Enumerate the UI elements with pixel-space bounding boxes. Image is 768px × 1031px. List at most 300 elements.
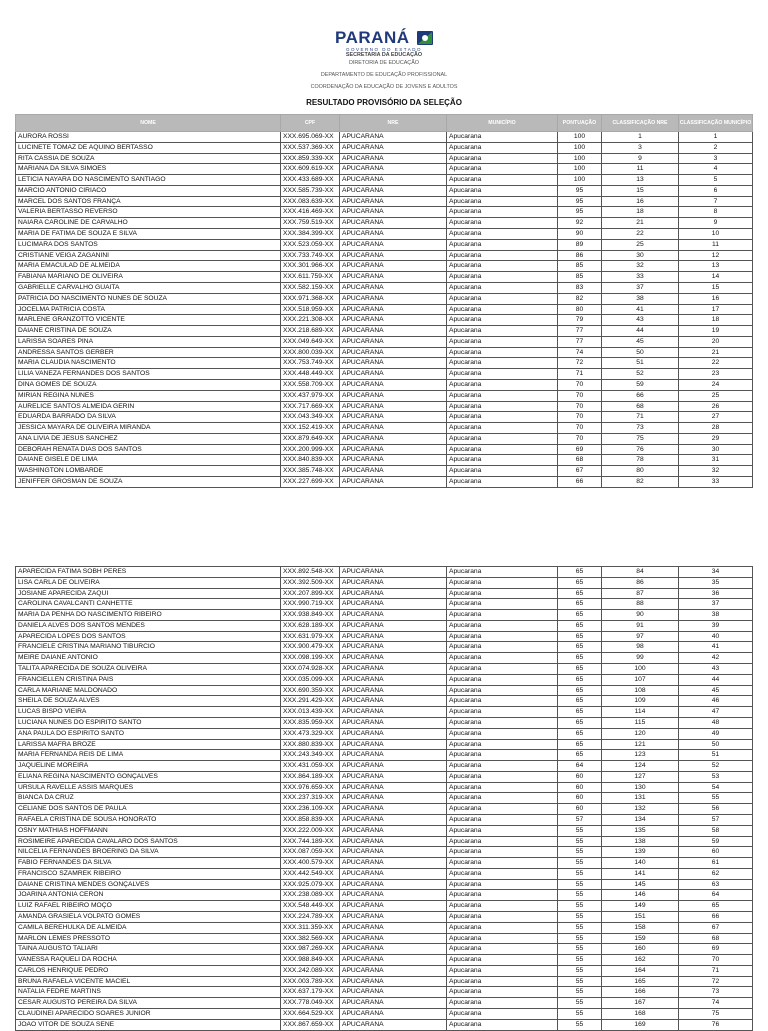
cell-nome: DEBORAH RENATA DIAS DOS SANTOS: [16, 444, 281, 455]
table-row: [16, 998, 753, 1009]
table-row: [16, 804, 753, 815]
cell-nome: LARISSA MAFRA BROZE: [16, 739, 281, 750]
cell-nre: APUCARANA: [340, 390, 447, 401]
cell-classificacao-nre: 33: [602, 272, 679, 283]
cell-nre: APUCARANA: [340, 685, 447, 696]
cell-nre: APUCARANA: [340, 142, 447, 153]
cell-classificacao-nre: 87: [602, 588, 679, 599]
cell-pontuacao: 55: [558, 933, 602, 944]
cell-nre: APUCARANA: [340, 653, 447, 664]
cell-municipio: Apucarana: [447, 868, 558, 879]
cell-nre: APUCARANA: [340, 304, 447, 315]
cell-pontuacao: 69: [558, 444, 602, 455]
cell-classificacao-municipio: 48: [679, 717, 753, 728]
table-row: [16, 642, 753, 653]
cell-classificacao-municipio: 20: [679, 336, 753, 347]
cell-cpf: XXX.733.749-XX: [281, 250, 340, 261]
cell-cpf: XXX.384.399-XX: [281, 229, 340, 240]
table-row: [16, 185, 753, 196]
cell-cpf: XXX.074.928-XX: [281, 664, 340, 675]
table-row: [16, 793, 753, 804]
cell-classificacao-municipio: 72: [679, 976, 753, 987]
cell-municipio: Apucarana: [447, 804, 558, 815]
cell-classificacao-nre: 59: [602, 379, 679, 390]
cell-nre: APUCARANA: [340, 282, 447, 293]
cell-cpf: XXX.637.179-XX: [281, 987, 340, 998]
cell-classificacao-municipio: 61: [679, 858, 753, 869]
cell-nre: APUCARANA: [340, 836, 447, 847]
cell-classificacao-nre: 41: [602, 304, 679, 315]
table-row: [16, 610, 753, 621]
cell-pontuacao: 55: [558, 965, 602, 976]
cell-pontuacao: 89: [558, 239, 602, 250]
cell-pontuacao: 55: [558, 901, 602, 912]
cell-cpf: XXX.518.959-XX: [281, 304, 340, 315]
cell-classificacao-municipio: 7: [679, 196, 753, 207]
cell-cpf: XXX.473.329-XX: [281, 728, 340, 739]
cell-cpf: XXX.548.449-XX: [281, 901, 340, 912]
cell-cpf: XXX.664.529-XX: [281, 1009, 340, 1020]
cell-classificacao-nre: 86: [602, 577, 679, 588]
cell-cpf: XXX.098.199-XX: [281, 653, 340, 664]
cell-nre: APUCARANA: [340, 229, 447, 240]
table-row: [16, 739, 753, 750]
cell-cpf: XXX.200.999-XX: [281, 444, 340, 455]
cell-classificacao-municipio: 68: [679, 933, 753, 944]
cell-pontuacao: 65: [558, 610, 602, 621]
cell-classificacao-nre: 164: [602, 965, 679, 976]
table-row: [16, 847, 753, 858]
cell-classificacao-municipio: 9: [679, 218, 753, 229]
cell-cpf: XXX.087.059-XX: [281, 847, 340, 858]
cell-classificacao-nre: 166: [602, 987, 679, 998]
table-row: [16, 229, 753, 240]
cell-pontuacao: 65: [558, 599, 602, 610]
cell-nre: APUCARANA: [340, 588, 447, 599]
cell-nome: CELIANE DOS SANTOS DE PAULA: [16, 804, 281, 815]
cell-cpf: XXX.035.099-XX: [281, 674, 340, 685]
table-row: [16, 588, 753, 599]
cell-pontuacao: 79: [558, 315, 602, 326]
cell-nre: APUCARANA: [340, 423, 447, 434]
table-row: [16, 466, 753, 477]
cell-classificacao-municipio: 64: [679, 890, 753, 901]
cell-municipio: Apucarana: [447, 326, 558, 337]
cell-cpf: XXX.900.479-XX: [281, 642, 340, 653]
cell-municipio: Apucarana: [447, 207, 558, 218]
cell-nre: APUCARANA: [340, 369, 447, 380]
cell-nre: APUCARANA: [340, 326, 447, 337]
cell-classificacao-municipio: 53: [679, 771, 753, 782]
cell-pontuacao: 65: [558, 631, 602, 642]
cell-classificacao-municipio: 37: [679, 599, 753, 610]
cell-classificacao-municipio: 25: [679, 390, 753, 401]
cell-nre: APUCARANA: [340, 401, 447, 412]
col-cpf: CPF: [281, 115, 340, 132]
cell-cpf: XXX.925.079-XX: [281, 879, 340, 890]
cell-classificacao-nre: 115: [602, 717, 679, 728]
cell-cpf: XXX.013.439-XX: [281, 707, 340, 718]
cell-classificacao-nre: 131: [602, 793, 679, 804]
cell-municipio: Apucarana: [447, 631, 558, 642]
table-row: [16, 401, 753, 412]
cell-classificacao-nre: 52: [602, 369, 679, 380]
cell-classificacao-municipio: 21: [679, 347, 753, 358]
cell-classificacao-municipio: 23: [679, 369, 753, 380]
cell-municipio: Apucarana: [447, 965, 558, 976]
cell-municipio: Apucarana: [447, 998, 558, 1009]
cell-pontuacao: 70: [558, 379, 602, 390]
cell-nre: APUCARANA: [340, 890, 447, 901]
cell-nre: APUCARANA: [340, 293, 447, 304]
cell-classificacao-nre: 51: [602, 358, 679, 369]
table-row: [16, 250, 753, 261]
cell-nome: ANA PAULA DO ESPIRITO SANTO: [16, 728, 281, 739]
cell-nome: FRANCIELE CRISTINA MARIANO TIBURCIO: [16, 642, 281, 653]
cell-nre: APUCARANA: [340, 315, 447, 326]
secretaria-line: SECRETARIA DA EDUCAÇÃO: [345, 52, 423, 58]
cell-classificacao-municipio: 17: [679, 304, 753, 315]
cell-nome: FABIANA MARIANO DE OLIVEIRA: [16, 272, 281, 283]
cell-classificacao-nre: 3: [602, 142, 679, 153]
cell-cpf: XXX.448.449-XX: [281, 369, 340, 380]
table-row: [16, 717, 753, 728]
cell-cpf: XXX.433.689-XX: [281, 175, 340, 186]
table-row: [16, 836, 753, 847]
cell-classificacao-municipio: 66: [679, 912, 753, 923]
cell-cpf: XXX.880.839-XX: [281, 739, 340, 750]
cell-nome: DANIELA ALVES DOS SANTOS MENDES: [16, 620, 281, 631]
cell-classificacao-municipio: 50: [679, 739, 753, 750]
cell-nome: NAIARA CAROLINE DE CARVALHO: [16, 218, 281, 229]
cell-nre: APUCARANA: [340, 567, 447, 578]
cell-nome: FRANCIELLEN CRISTINA PAIS: [16, 674, 281, 685]
cell-pontuacao: 67: [558, 466, 602, 477]
cell-pontuacao: 66: [558, 477, 602, 488]
cell-classificacao-nre: 99: [602, 653, 679, 664]
cell-classificacao-municipio: 44: [679, 674, 753, 685]
cell-nre: APUCARANA: [340, 771, 447, 782]
cell-cpf: XXX.744.189-XX: [281, 836, 340, 847]
cell-classificacao-nre: 97: [602, 631, 679, 642]
cell-classificacao-municipio: 73: [679, 987, 753, 998]
cell-pontuacao: 55: [558, 1019, 602, 1030]
cell-nome: LILIA VANEZA FERNANDES DOS SANTOS: [16, 369, 281, 380]
cell-nre: APUCARANA: [340, 804, 447, 815]
cell-classificacao-nre: 123: [602, 750, 679, 761]
cell-nre: APUCARANA: [340, 847, 447, 858]
cell-nre: APUCARANA: [340, 879, 447, 890]
cell-nome: APARECIDA FATIMA SOBH PERES: [16, 567, 281, 578]
cell-classificacao-municipio: 60: [679, 847, 753, 858]
cell-nre: APUCARANA: [340, 631, 447, 642]
cell-nome: CAROLINA CAVALCANTI CANHETTE: [16, 599, 281, 610]
cell-cpf: XXX.628.189-XX: [281, 620, 340, 631]
cell-nome: JENIFFER GROSMAN DE SOUZA: [16, 477, 281, 488]
cell-nre: APUCARANA: [340, 412, 447, 423]
cell-classificacao-nre: 159: [602, 933, 679, 944]
cell-pontuacao: 65: [558, 664, 602, 675]
cell-classificacao-nre: 37: [602, 282, 679, 293]
cell-municipio: Apucarana: [447, 239, 558, 250]
cell-classificacao-nre: 68: [602, 401, 679, 412]
cell-nre: APUCARANA: [340, 218, 447, 229]
cell-classificacao-municipio: 45: [679, 685, 753, 696]
cell-municipio: Apucarana: [447, 164, 558, 175]
cell-nre: APUCARANA: [340, 477, 447, 488]
cell-classificacao-nre: 100: [602, 664, 679, 675]
table-row: [16, 728, 753, 739]
cell-pontuacao: 60: [558, 782, 602, 793]
cell-nome: JOARINA ANTONIA CERON: [16, 890, 281, 901]
cell-nre: APUCARANA: [340, 1009, 447, 1020]
cell-nre: APUCARANA: [340, 674, 447, 685]
cell-classificacao-nre: 50: [602, 347, 679, 358]
cell-cpf: XXX.800.039-XX: [281, 347, 340, 358]
cell-nre: APUCARANA: [340, 358, 447, 369]
cell-classificacao-municipio: 29: [679, 433, 753, 444]
cell-pontuacao: 95: [558, 207, 602, 218]
cell-cpf: XXX.988.849-XX: [281, 955, 340, 966]
cell-classificacao-municipio: 18: [679, 315, 753, 326]
cell-municipio: Apucarana: [447, 620, 558, 631]
cell-municipio: Apucarana: [447, 912, 558, 923]
cell-cpf: XXX.043.349-XX: [281, 412, 340, 423]
cell-municipio: Apucarana: [447, 717, 558, 728]
cell-municipio: Apucarana: [447, 444, 558, 455]
cell-nome: JESSICA MAYARA DE OLIVEIRA MIRANDA: [16, 423, 281, 434]
cell-municipio: Apucarana: [447, 825, 558, 836]
cell-pontuacao: 77: [558, 336, 602, 347]
cell-classificacao-nre: 84: [602, 567, 679, 578]
cell-nre: APUCARANA: [340, 207, 447, 218]
cell-nome: MARIANA DA SILVA SIMOES: [16, 164, 281, 175]
cell-municipio: Apucarana: [447, 847, 558, 858]
cell-classificacao-municipio: 67: [679, 922, 753, 933]
table-body-page1: [16, 132, 753, 488]
cell-classificacao-nre: 13: [602, 175, 679, 186]
cell-classificacao-nre: 167: [602, 998, 679, 1009]
table-row: [16, 282, 753, 293]
cell-nome: APARECIDA LOPES DOS SANTOS: [16, 631, 281, 642]
cell-nome: DINA GOMES DE SOUZA: [16, 379, 281, 390]
cell-municipio: Apucarana: [447, 793, 558, 804]
table-row: [16, 390, 753, 401]
cell-pontuacao: 60: [558, 771, 602, 782]
cell-cpf: XXX.537.369-XX: [281, 142, 340, 153]
cell-municipio: Apucarana: [447, 347, 558, 358]
cell-pontuacao: 55: [558, 987, 602, 998]
cell-classificacao-municipio: 3: [679, 153, 753, 164]
cell-classificacao-nre: 127: [602, 771, 679, 782]
cell-classificacao-municipio: 59: [679, 836, 753, 847]
cell-classificacao-municipio: 58: [679, 825, 753, 836]
cell-classificacao-nre: 124: [602, 761, 679, 772]
cell-nome: LUIZ RAFAEL RIBEIRO MOÇO: [16, 901, 281, 912]
cell-classificacao-nre: 151: [602, 912, 679, 923]
cell-classificacao-municipio: 32: [679, 466, 753, 477]
cell-nome: LISA CARLA DE OLIVEIRA: [16, 577, 281, 588]
cell-classificacao-nre: 107: [602, 674, 679, 685]
cell-classificacao-municipio: 42: [679, 653, 753, 664]
cell-cpf: XXX.243.349-XX: [281, 750, 340, 761]
table-row: [16, 685, 753, 696]
cell-nome: TALITA APARECIDA DE SOUZA OLIVEIRA: [16, 664, 281, 675]
cell-classificacao-nre: 66: [602, 390, 679, 401]
cell-nre: APUCARANA: [340, 976, 447, 987]
cell-nre: APUCARANA: [340, 175, 447, 186]
cell-cpf: XXX.237.319-XX: [281, 793, 340, 804]
cell-classificacao-municipio: 11: [679, 239, 753, 250]
cell-nre: APUCARANA: [340, 825, 447, 836]
cell-pontuacao: 70: [558, 423, 602, 434]
cell-municipio: Apucarana: [447, 782, 558, 793]
cell-nome: MIRIAN REGINA NUNES: [16, 390, 281, 401]
cell-classificacao-nre: 169: [602, 1019, 679, 1030]
col-nome: NOME: [16, 115, 281, 132]
cell-pontuacao: 65: [558, 696, 602, 707]
cell-municipio: Apucarana: [447, 976, 558, 987]
table-row: [16, 455, 753, 466]
cell-classificacao-nre: 22: [602, 229, 679, 240]
cell-pontuacao: 70: [558, 412, 602, 423]
cell-classificacao-municipio: 5: [679, 175, 753, 186]
cell-pontuacao: 65: [558, 717, 602, 728]
cell-pontuacao: 70: [558, 390, 602, 401]
cell-classificacao-nre: 145: [602, 879, 679, 890]
cell-pontuacao: 95: [558, 185, 602, 196]
cell-pontuacao: 55: [558, 912, 602, 923]
cell-nome: SHEILA DE SOUZA ALVES: [16, 696, 281, 707]
cell-classificacao-nre: 90: [602, 610, 679, 621]
cell-classificacao-municipio: 56: [679, 804, 753, 815]
cell-nome: MARIA DE FATIMA DE SOUZA E SILVA: [16, 229, 281, 240]
table-row: [16, 218, 753, 229]
cell-cpf: XXX.835.959-XX: [281, 717, 340, 728]
cell-cpf: XXX.585.739-XX: [281, 185, 340, 196]
cell-classificacao-municipio: 41: [679, 642, 753, 653]
cell-nre: APUCARANA: [340, 728, 447, 739]
cell-classificacao-municipio: 51: [679, 750, 753, 761]
table-row: [16, 653, 753, 664]
cell-classificacao-municipio: 1: [679, 132, 753, 143]
cell-classificacao-nre: 158: [602, 922, 679, 933]
cell-municipio: Apucarana: [447, 379, 558, 390]
cell-municipio: Apucarana: [447, 261, 558, 272]
cell-nome: MARIA CLAUDIA NASCIMENTO: [16, 358, 281, 369]
cell-classificacao-municipio: 39: [679, 620, 753, 631]
cell-nre: APUCARANA: [340, 868, 447, 879]
cell-pontuacao: 55: [558, 998, 602, 1009]
cell-nome: CARLOS HENRIQUE PEDRO: [16, 965, 281, 976]
cell-nome: CRISTIANE VEIGA ZAGANINI: [16, 250, 281, 261]
cell-nome: LUCINETE TOMAZ DE AQUINO BERTASSO: [16, 142, 281, 153]
cell-municipio: Apucarana: [447, 142, 558, 153]
cell-classificacao-municipio: 40: [679, 631, 753, 642]
cell-cpf: XXX.976.659-XX: [281, 782, 340, 793]
cell-pontuacao: 82: [558, 293, 602, 304]
table-row: [16, 379, 753, 390]
table-row: [16, 272, 753, 283]
cell-nre: APUCARANA: [340, 466, 447, 477]
cell-cpf: XXX.311.359-XX: [281, 922, 340, 933]
cell-nre: APUCARANA: [340, 347, 447, 358]
cell-nre: APUCARANA: [340, 987, 447, 998]
cell-cpf: XXX.611.759-XX: [281, 272, 340, 283]
table-row: [16, 696, 753, 707]
cell-classificacao-nre: 21: [602, 218, 679, 229]
cell-nre: APUCARANA: [340, 239, 447, 250]
cell-cpf: XXX.990.719-XX: [281, 599, 340, 610]
cell-classificacao-municipio: 36: [679, 588, 753, 599]
cell-classificacao-nre: 44: [602, 326, 679, 337]
cell-classificacao-municipio: 24: [679, 379, 753, 390]
table-row: [16, 912, 753, 923]
cell-municipio: Apucarana: [447, 401, 558, 412]
cell-nre: APUCARANA: [340, 261, 447, 272]
cell-classificacao-nre: 73: [602, 423, 679, 434]
table-row: [16, 196, 753, 207]
cell-municipio: Apucarana: [447, 814, 558, 825]
cell-nre: APUCARANA: [340, 858, 447, 869]
cell-nre: APUCARANA: [340, 955, 447, 966]
cell-classificacao-nre: 139: [602, 847, 679, 858]
cell-cpf: XXX.242.089-XX: [281, 965, 340, 976]
cell-pontuacao: 55: [558, 944, 602, 955]
cell-nre: APUCARANA: [340, 336, 447, 347]
cell-nome: LETICIA NAYARA DO NASCIMENTO SANTIAGO: [16, 175, 281, 186]
cell-classificacao-municipio: 75: [679, 1009, 753, 1020]
cell-cpf: XXX.152.419-XX: [281, 423, 340, 434]
table-row: [16, 369, 753, 380]
table-row: [16, 577, 753, 588]
cell-municipio: Apucarana: [447, 577, 558, 588]
cell-cpf: XXX.416.469-XX: [281, 207, 340, 218]
table-row: [16, 965, 753, 976]
cell-classificacao-nre: 18: [602, 207, 679, 218]
cell-classificacao-municipio: 47: [679, 707, 753, 718]
cell-classificacao-nre: 38: [602, 293, 679, 304]
cell-cpf: XXX.049.649-XX: [281, 336, 340, 347]
cell-cpf: XXX.236.109-XX: [281, 804, 340, 815]
cell-municipio: Apucarana: [447, 739, 558, 750]
cell-nome: URSULA RAVELLE ASSIS MARQUES: [16, 782, 281, 793]
cell-pontuacao: 65: [558, 653, 602, 664]
cell-nome: MARIA EMACULAD DE ALMEIDA: [16, 261, 281, 272]
cell-nome: JOAO VITOR DE SOUZA SENE: [16, 1019, 281, 1030]
cell-cpf: XXX.892.548-XX: [281, 567, 340, 578]
cell-nome: AMANDA GRASIELA VOLPATO GOMES: [16, 912, 281, 923]
cell-classificacao-municipio: 46: [679, 696, 753, 707]
cell-nome: NILCELIA FERNANDES BROERING DA SILVA: [16, 847, 281, 858]
table-row: [16, 761, 753, 772]
cell-cpf: XXX.222.009-XX: [281, 825, 340, 836]
cell-cpf: XXX.291.429-XX: [281, 696, 340, 707]
cell-nome: CESAR AUGUSTO PEREIRA DA SILVA: [16, 998, 281, 1009]
cell-pontuacao: 65: [558, 577, 602, 588]
cell-classificacao-municipio: 43: [679, 664, 753, 675]
cell-municipio: Apucarana: [447, 728, 558, 739]
cell-classificacao-municipio: 35: [679, 577, 753, 588]
table-row: [16, 933, 753, 944]
cell-nre: APUCARANA: [340, 998, 447, 1009]
cell-municipio: Apucarana: [447, 664, 558, 675]
table-row: [16, 153, 753, 164]
cell-nome: ANA LIVIA DE JESUS SANCHEZ: [16, 433, 281, 444]
coordenacao-line: COORDENAÇÃO DA EDUCAÇÃO DE JOVENS E ADULTOS: [310, 84, 458, 90]
cell-pontuacao: 64: [558, 761, 602, 772]
results-table-page1: [15, 114, 753, 488]
